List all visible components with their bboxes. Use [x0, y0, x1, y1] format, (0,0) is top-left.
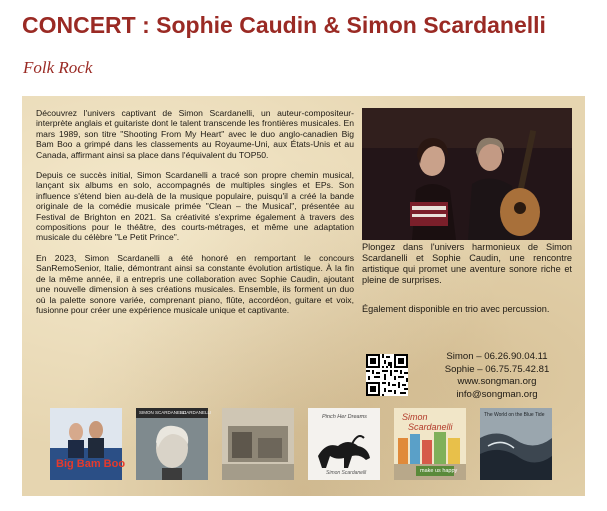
duo-photo: [362, 108, 572, 240]
album-5-surname: Scardanelli: [408, 422, 453, 432]
album-5-slogan: make us happy: [420, 468, 458, 474]
page-title: CONCERT : Sophie Caudin & Simon Scardanelli: [22, 12, 546, 38]
sophie-phone[interactable]: Sophie – 06.75.75.42.81: [444, 363, 550, 375]
duo-photo-illustration: [362, 108, 572, 240]
qr-code-graphic: [366, 354, 408, 396]
genre-subtitle: Folk Rock: [23, 58, 93, 77]
album-art-2: [136, 408, 208, 480]
album-cover-portrait: [136, 408, 212, 480]
album-covers-row: [50, 408, 560, 480]
bio-paragraph-2: Depuis ce succès initial, Simon Scardanelli a tracé son propre chemin musical, lançant six albums en solo, accompagnés de multiples singles et EPs. Son influence s'étend bien au-delà de la musique populaire, puisqu'il a créé la bande originale de la comédie musicale primée "Clean – the Musical", présentée au Festival de Brighton en 2021. Sa créativité s'exprime également à travers des compositions pour le théâtre, des courts-métrages, et même une adaptation musicale du célèbre "Le Petit Prince".: [36, 170, 354, 243]
trio-paragraph: Également disponible en trio avec percussion.: [362, 304, 550, 314]
album-5-name: Simon: [402, 412, 428, 422]
album-cover-blue-tide: [480, 408, 552, 480]
email-link[interactable]: info@songman.org: [456, 388, 538, 400]
album-art-3: [222, 408, 294, 480]
album-1-title: Big Bam Boo: [56, 458, 126, 470]
album-cover-pinch-her-dreams: [308, 408, 380, 480]
album-6-title: The World on the Blue Tide: [484, 412, 545, 418]
album-4-title: Pinch Her Dreams: [322, 414, 367, 420]
bio-paragraph-1: Découvrez l'univers captivant de Simon Scardanelli, un auteur-compositeur-interprète anglais et guitariste dont le talent transcende les frontières musicales. En mars 1989, son titre "Shooting From My Heart" avec le duo anglo-canadien Big Bam Boo a grimpé dans les classements au Royaume-Uni, aux États-Unis et au Canada, affirmant ainsi sa place dans l'équivalent du TOP50.: [36, 108, 354, 160]
album-cover-sepia: [222, 408, 294, 480]
album-cover-big-bam-boo: [50, 408, 126, 480]
bio-paragraph-3: En 2023, Simon Scardanelli a été honoré en remportant le concours SanRemoSenior, Italie, démontrant ainsi sa constante évolution artistique. À la fin de la même année, il a entrepris une collaboration avec Sophie Caudin, ajoutant une nouvelle dimension à ses créations musicales. Ensemble, ils forment un duo où la palette sonore variée, comprenant piano, flûte, accordéon, guitare et voix, fusionne pour créer une expérience musicale unique et captivante.: [36, 252, 354, 315]
qr-code[interactable]: [366, 354, 408, 396]
bio-column: [36, 108, 354, 325]
intro-column: [362, 242, 572, 315]
album-4-artist: Simon Scardanelli: [326, 470, 367, 476]
album-2-artist: SIMON SCARDANELLI: [139, 410, 187, 415]
simon-phone[interactable]: Simon – 06.26.90.04.11: [446, 351, 548, 362]
album-cover-make-us-happy: [394, 408, 466, 480]
website-link[interactable]: www.songman.org: [457, 376, 537, 388]
intro-paragraph: Plongez dans l'univers harmonieux de Simon Scardanelli et Sophie Caudin, une rencontre artistique qui promet une aventure sonore riche et pleine de surprises.: [362, 242, 572, 285]
album-2-artist-right: SCARDANELLI: [180, 410, 212, 415]
contact-block: [418, 351, 576, 401]
album-art-6: [480, 408, 552, 480]
concert-flyer: [22, 96, 585, 496]
